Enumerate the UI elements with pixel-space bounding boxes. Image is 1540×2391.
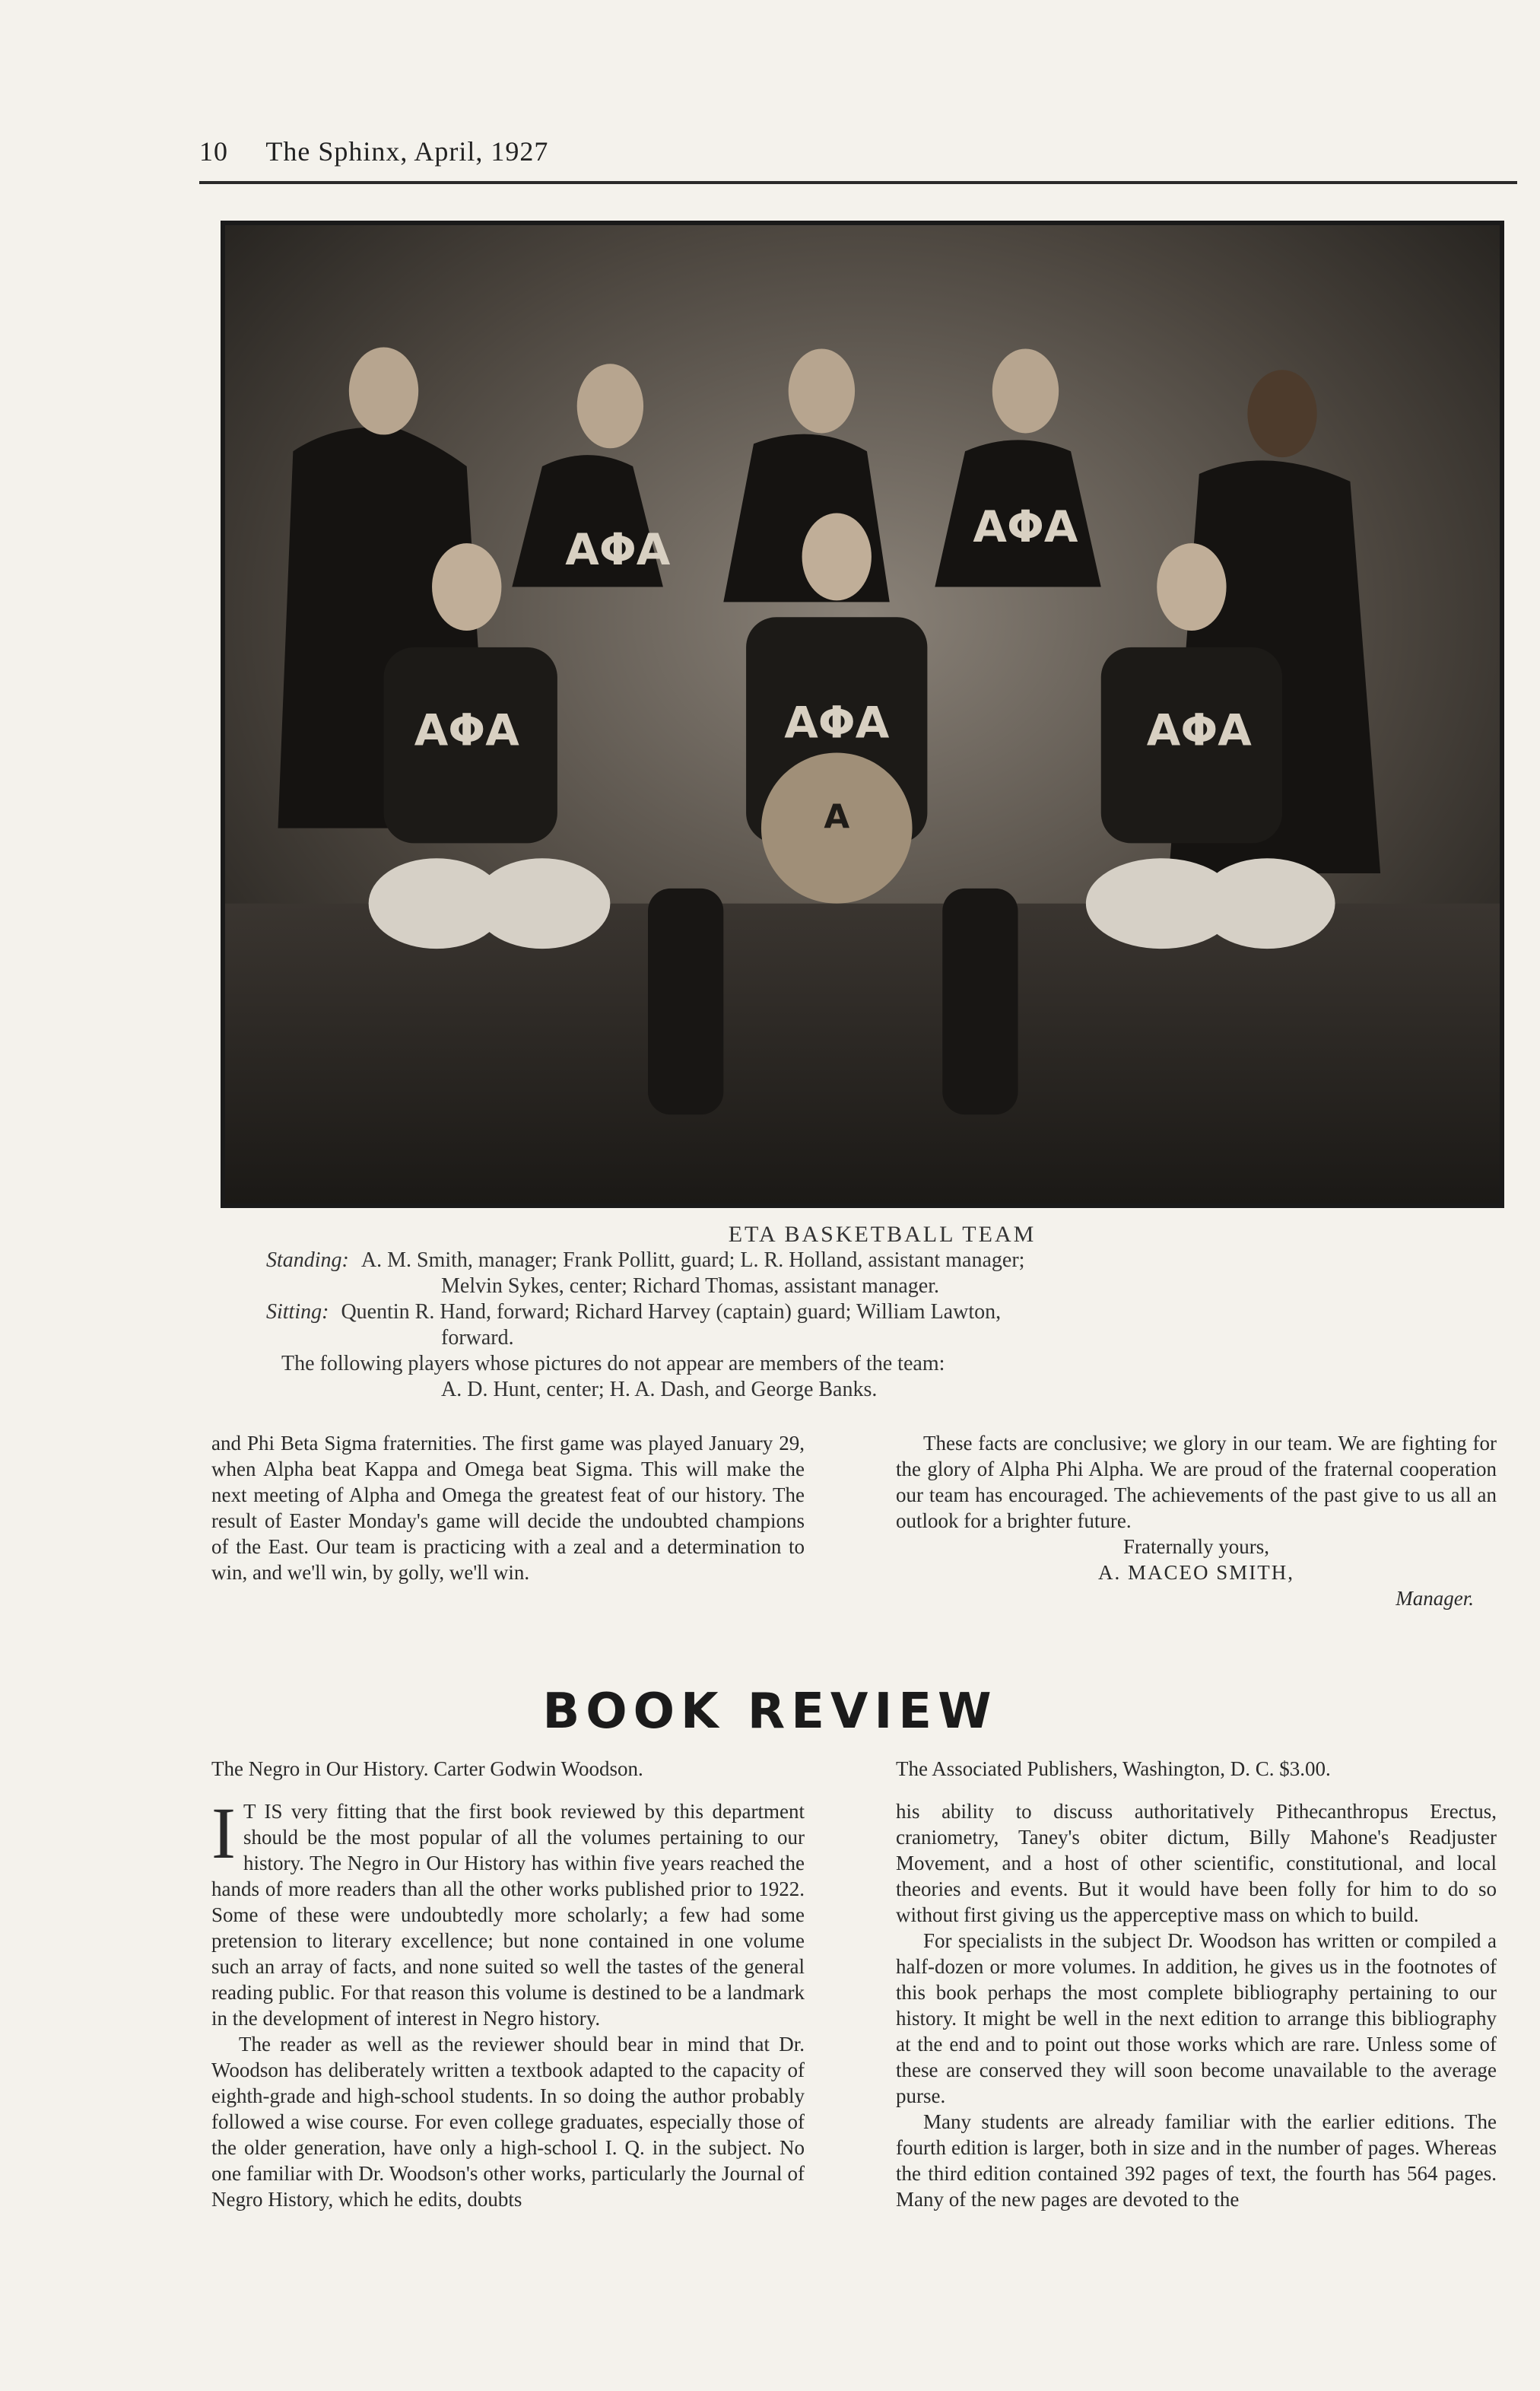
article-left-column [211, 1430, 805, 1585]
missing-players-1: The following players whose pictures do not appear are members of the team: [281, 1352, 945, 1375]
article-right-column [896, 1430, 1497, 1611]
caption-title: ETA BASKETBALL TEAM [728, 1222, 1037, 1247]
signature-title: Manager. [1396, 1587, 1474, 1610]
team-photograph [221, 221, 1504, 1208]
jersey-letters: AΦA [565, 523, 671, 575]
sitting-label: Sitting: [266, 1300, 329, 1324]
jersey-letters: AΦA [1146, 704, 1252, 756]
ball-letter: A [824, 797, 850, 837]
book-title-author: The Negro in Our History. Carter Godwin Woodson. [211, 1757, 643, 1780]
page-number: 10 [199, 136, 228, 167]
review-left-p2: The reader as well as the reviewer should bear in mind that Dr. Woodson has deliberately written a textbook adapted to the capacity of eighth-grade and high-school students. In so doing the author probably followed a wise course. For even college graduates, especially those of the older generation, have only a high-school I. Q. in the subject. No one familiar with Dr. Woodson's other works, particularly the Journal of Negro History, which he edits, doubts [211, 2033, 805, 2211]
jersey-letters: AΦA [414, 704, 519, 756]
drop-cap: I [211, 1792, 236, 1874]
review-right-p1: his ability to discuss authoritatively Pithecanthropus Erectus, craniometry, Taney's obiter dictum, Billy Mahone's Readjuster Movement, and a host of other scientific, constitutional, and local theories and events. But it would have been folly for him to do so without first giving us the apperceptive mass on which to build. [896, 1800, 1497, 1926]
photo-caption [266, 1222, 1498, 1403]
team-photo-drawing [225, 225, 1500, 1203]
article-right-text: These facts are conclusive; we glory in our team. We are fighting for the glory of Alpha Phi Alpha. We are proud of the fraternal cooperation our team has encouraged. The achievements of the past give to us all an outlook for a brighter future. [896, 1432, 1497, 1532]
page-header [199, 135, 548, 167]
signature: A. MACEO SMITH, [1097, 1561, 1294, 1584]
book-review-heading: BOOK REVIEW [542, 1684, 998, 1740]
sitting-names-1: Quentin R. Hand, forward; Richard Harvey (captain) guard; William Lawton, [341, 1300, 1002, 1324]
standing-label: Standing: [266, 1248, 349, 1272]
book-publisher: The Associated Publishers, Washington, D. C. $3.00. [896, 1757, 1331, 1780]
review-right-p3: Many students are already familiar with the earlier editions. The fourth edition is larger, both in size and in the number of pages. Whereas the third edition contained 392 pages of text, the fourth has 564 pages. Many of the new pages are devoted to the [896, 2110, 1497, 2211]
running-title: The Sphinx, April, 1927 [265, 136, 549, 167]
review-right-p2: For specialists in the subject Dr. Woodson has written or compiled a half-dozen or more volumes. In addition, he gives us in the footnotes of this book perhaps the most complete bibliography pertaining to our history. It might be well in the next edition to arrange this bibliography at the end and to point out those works which are rare. Unless some of these are conserved they will soon become unavailable to the average purse. [896, 1929, 1497, 2107]
jersey-letters: AΦA [973, 501, 1078, 553]
header-rule [199, 181, 1517, 184]
review-right-column [896, 1798, 1497, 2212]
article-left-text: and Phi Beta Sigma fraternities. The first game was played January 29, when Alpha beat Kappa and Omega beat Sigma. This will make the next meeting of Alpha and Omega the greatest feat of our history. The result of Easter Monday's game will decide the undoubted champions of the East. Our team is practicing with a zeal and a determination to win, and we'll win, by golly, we'll win. [211, 1432, 805, 1584]
missing-players-2: A. D. Hunt, center; H. A. Dash, and George Banks. [441, 1378, 878, 1401]
review-left-column [211, 1792, 805, 2212]
sitting-names-2: forward. [441, 1326, 514, 1350]
closing-line: Fraternally yours, [1123, 1535, 1269, 1558]
standing-names-2: Melvin Sykes, center; Richard Thomas, assistant manager. [441, 1274, 940, 1298]
review-left-p1: T IS very fitting that the first book reviewed by this department should be the most popular of all the volumes pertaining to our history. The Negro in Our History has within five years reached the hands of more readers than all the other works published prior to 1922. Some of these were undoubtedly more scholarly; a few had some pretension to literary excellence; but none contained in one volume such an array of facts, and none suited so well the tastes of the general reading public. For that reason this volume is destined to be a landmark in the development of interest in Negro history. [211, 1800, 805, 2030]
standing-names-1: A. M. Smith, manager; Frank Pollitt, guard; L. R. Holland, assistant manager; [360, 1248, 1025, 1272]
jersey-letters: AΦA [784, 697, 890, 749]
